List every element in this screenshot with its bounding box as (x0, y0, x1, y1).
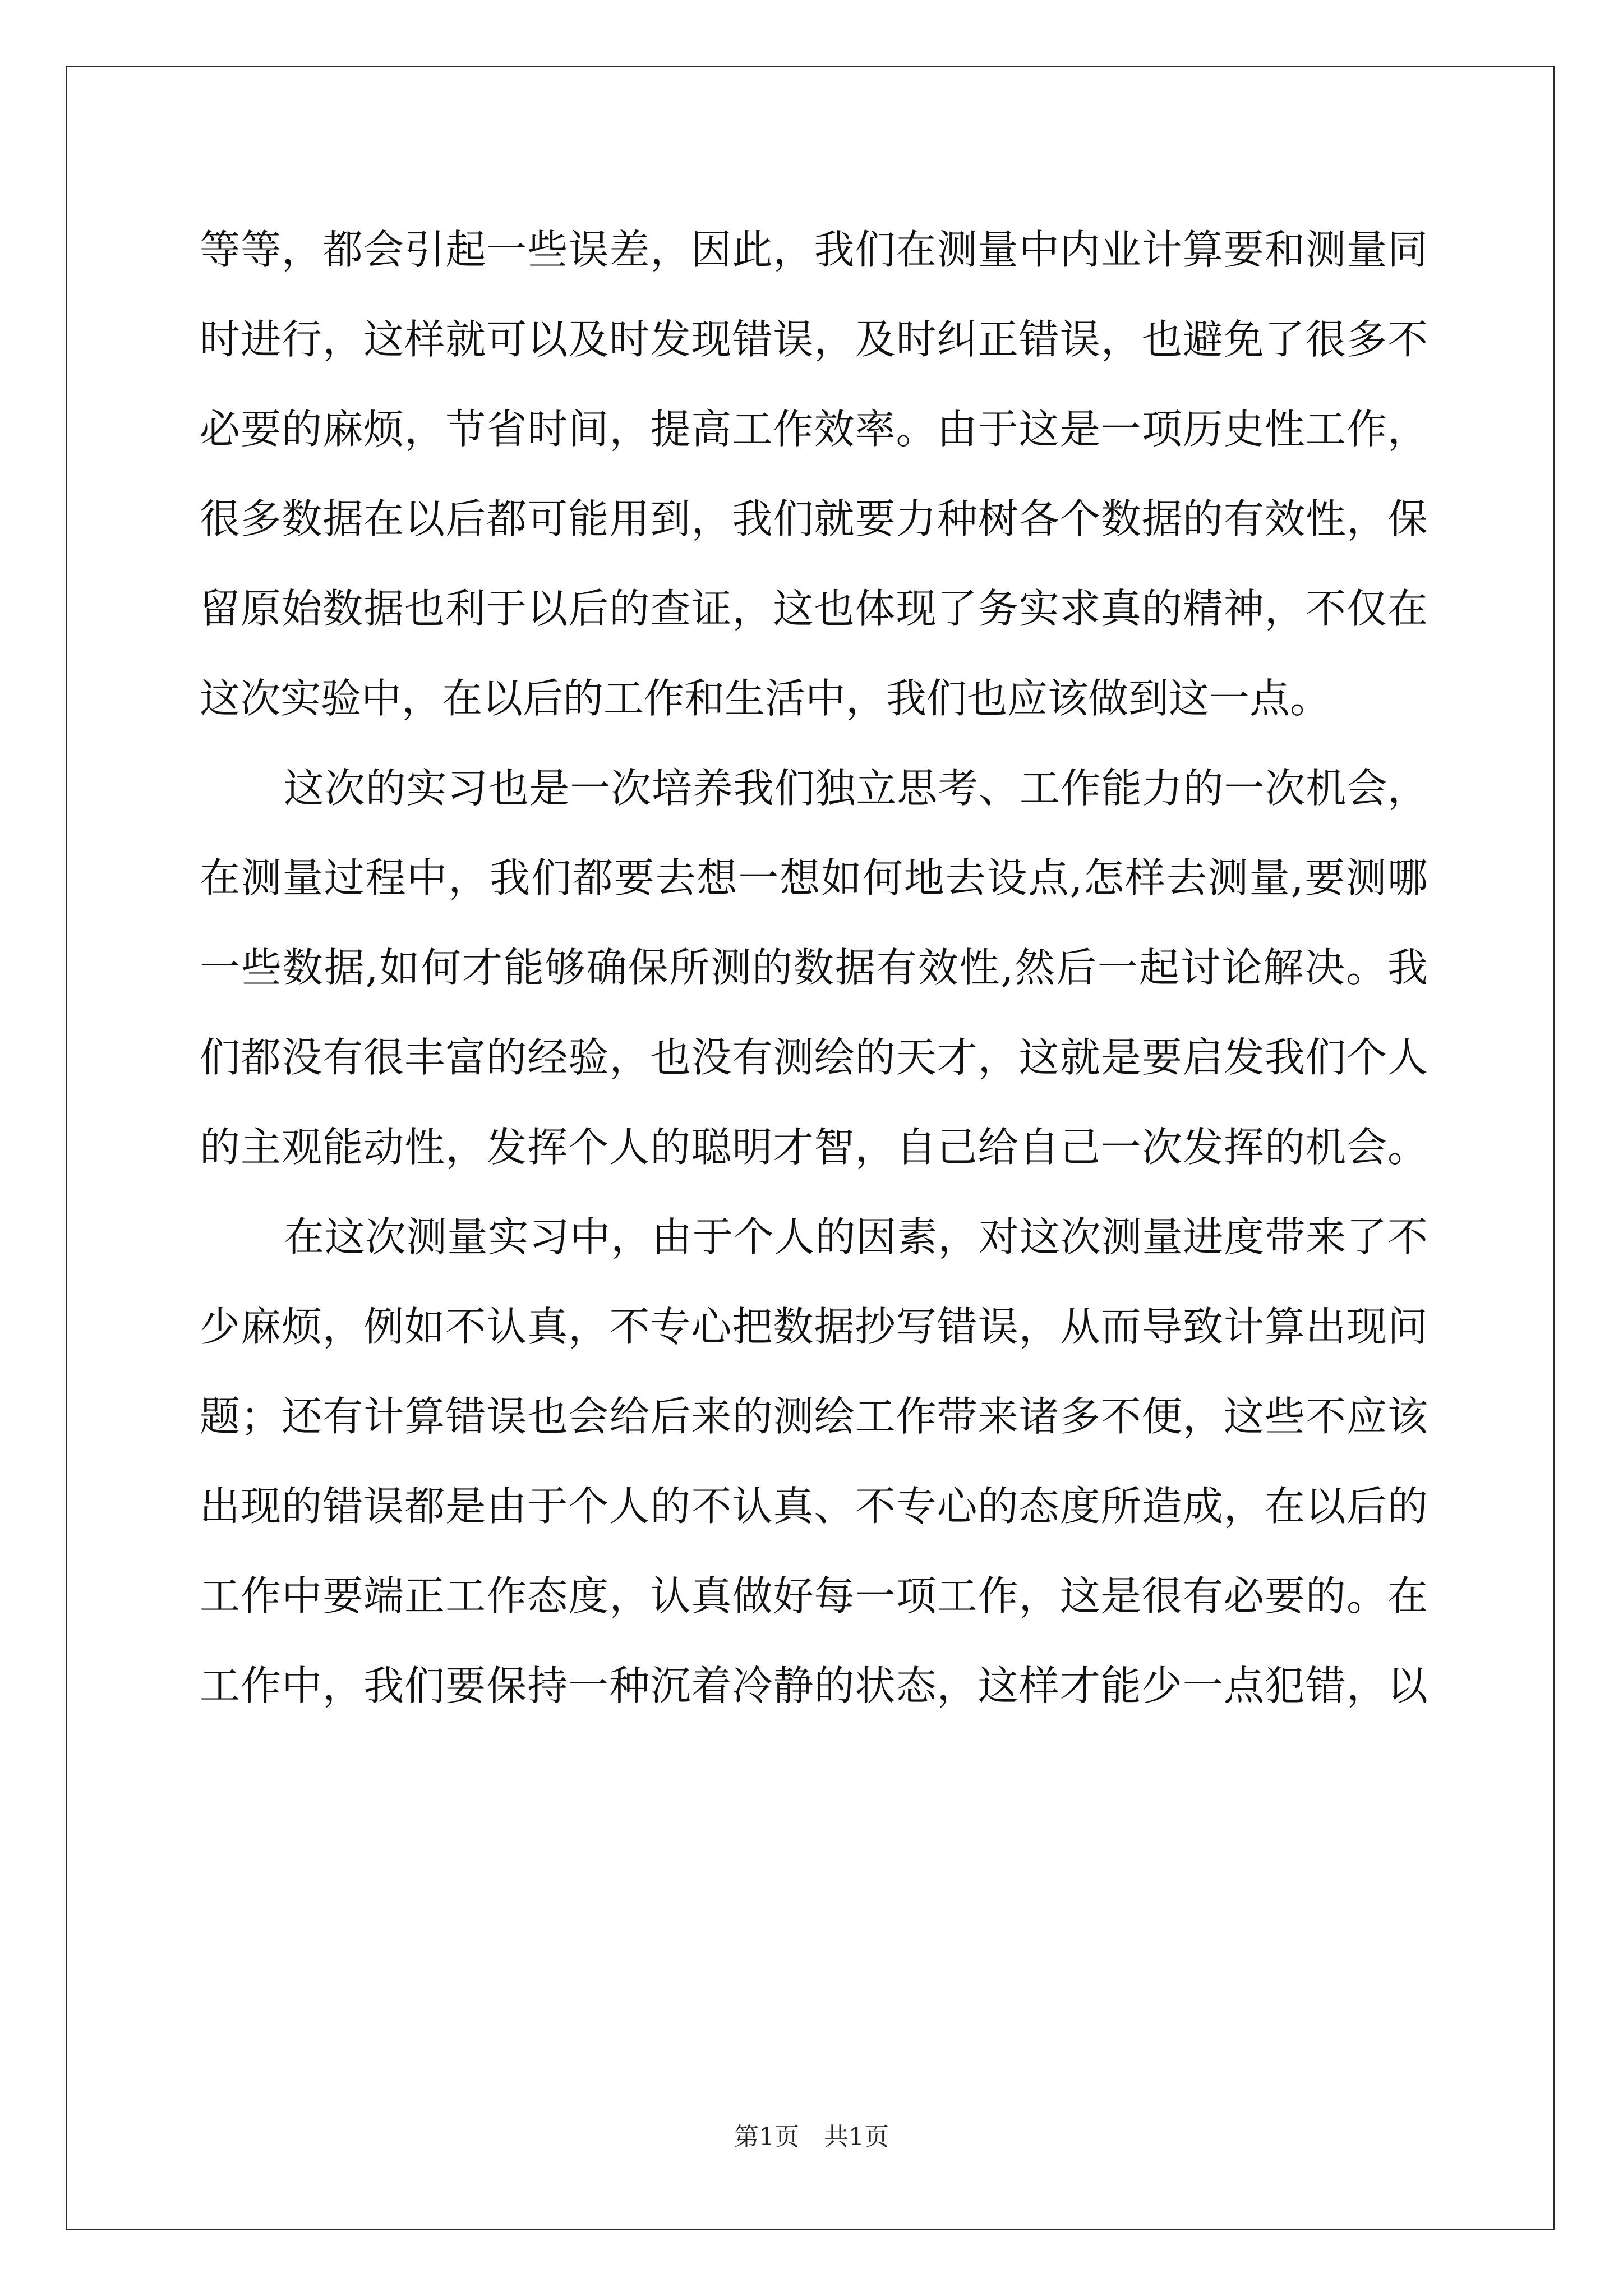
text-line: 等等，都会引起一些误差，因此，我们在测量中内业计算要和测量同 (200, 226, 1428, 273)
text-line: 必要的麻烦，节省时间，提高工作效率。由于这是一项历史性工作， (200, 406, 1428, 453)
text-line: 一些数据,如何才能够确保所测的数据有效性,然后一起讨论解决。我 (200, 944, 1428, 991)
text-line: 出现的错误都是由于个人的不认真、不专心的态度所造成，在以后的 (200, 1483, 1428, 1530)
text-line: 留原始数据也利于以后的查证，这也体现了务实求真的精神，不仅在 (200, 585, 1428, 632)
text-line: 工作中，我们要保持一种沉着冷静的状态，这样才能少一点犯错，以 (200, 1662, 1428, 1709)
text-line: 这次实验中，在以后的工作和生活中，我们也应该做到这一点。 (200, 675, 1331, 722)
text-line: 工作中要端正工作态度，认真做好每一项工作，这是很有必要的。在 (200, 1572, 1428, 1619)
text-line: 时进行，这样就可以及时发现错误，及时纠正错误，也避免了很多不 (200, 316, 1428, 363)
text-line: 的主观能动性，发挥个人的聪明才智，自己给自己一次发挥的机会。 (200, 1124, 1428, 1171)
text-line: 少麻烦，例如不认真，不专心把数据抄写错误，从而导致计算出现问 (200, 1303, 1428, 1350)
text-line: 很多数据在以后都可能用到，我们就要力种树各个数据的有效性，保 (200, 495, 1428, 542)
paragraph-first-line: 在这次测量实习中，由于个人的因素，对这次测量进度带来了不 (284, 1213, 1428, 1260)
text-line: 题；还有计算错误也会给后来的测绘工作带来诸多不便，这些不应该 (200, 1393, 1428, 1440)
page-footer (0, 2120, 1623, 2154)
page-total: 共1页 (824, 2123, 889, 2151)
text-line: 在测量过程中，我们都要去想一想如何地去设点,怎样去测量,要测哪 (200, 854, 1428, 901)
page-number: 第1页 (734, 2123, 799, 2151)
text-line: 们都没有很丰富的经验，也没有测绘的天才，这就是要启发我们个人 (200, 1034, 1428, 1081)
paragraph-first-line: 这次的实习也是一次培养我们独立思考、工作能力的一次机会， (284, 765, 1428, 812)
